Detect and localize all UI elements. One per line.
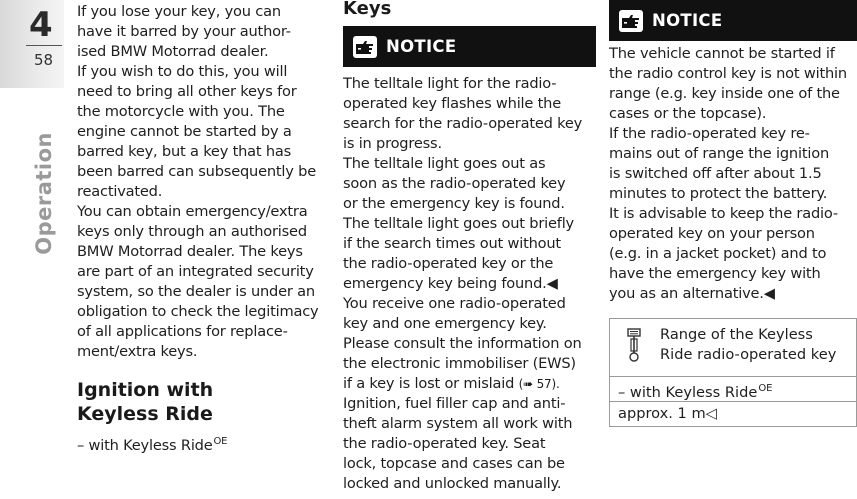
page-reference-link[interactable]: (➠ 57). [518, 377, 560, 391]
notice-keep-key: It is advisable to keep the radio- operated key on your person (e.g. in a jacket pocket) and to have the emergency key with you as an alternative.◀ [609, 205, 838, 302]
chapter-number: 4 [29, 5, 53, 45]
notice-ignition-switched-off: If the radio-operated key re- mains out of range the ignition is switched off after about 1.5 minutes to protect the battery. [609, 125, 829, 202]
notice-banner-2 [609, 0, 857, 41]
chapter-divider [26, 45, 62, 46]
column-1 [77, 0, 329, 456]
notice-hand-icon [353, 36, 377, 58]
paragraph-keys-received [343, 294, 596, 394]
range-table-title: Range of the Keyless Ride radio-operated key [660, 326, 837, 363]
range-variant-text: – with Keyless Ride [618, 384, 758, 401]
variant-oe-marker: OE [213, 436, 228, 447]
column-3 [609, 0, 857, 427]
notice-telltale-brief: The telltale light goes out briefly if the search times out without the radio-operated key or the emergency key being found.◀ [343, 215, 574, 292]
paragraph-emergency-keys: You can obtain emergency/extra keys only through an authorised BMW Motorrad dealer. The keys are part of an integrated security system, so the dealer is under an obligation to check the legitimacy of all applications for replace- ment/extra keys. [77, 203, 319, 360]
paragraph-ignition-locks: Ignition, fuel filler cap and anti- theft alarm system all work with the radio-operated key. Seat lock, topcase and cases can be locked and unlocked manually. [343, 395, 573, 492]
range-variant-oe-marker: OE [758, 383, 773, 394]
notice-label-2: NOTICE [652, 11, 723, 30]
section-side-title [30, 132, 58, 255]
notice-label: NOTICE [386, 37, 457, 56]
range-table-header [610, 319, 856, 376]
page-number: 58 [34, 51, 54, 69]
range-data-table [609, 318, 857, 427]
paragraph-barring: If you lose your key, you can have it barred by your author- ised BMW Motorrad dealer. [77, 3, 291, 60]
range-value-row: approx. 1 m◁ [618, 405, 717, 422]
notice-vehicle-not-start: The vehicle cannot be started if the radio control key is not within range (e.g. key inside one of the cases or the topcase). [609, 45, 847, 122]
chapter-tab [0, 0, 64, 88]
notice-hand-icon [619, 10, 643, 32]
technical-data-icon [624, 327, 644, 363]
notice-telltale-flashes: The telltale light for the radio- operated key flashes while the search for the radio-operated key is in progress. [343, 75, 583, 152]
range-variant-row [610, 377, 856, 401]
paragraph-bring-keys: If you wish to do this, you will need to bring all other keys for the motorcycle with you. The engine cannot be started by a barred key, but a key that has been barred can subsequently be reactivated. [77, 63, 317, 200]
notice-banner [343, 26, 596, 67]
variant-line [77, 432, 329, 456]
column-2 [343, 0, 596, 494]
section-title-text: Operation [32, 132, 56, 255]
heading-keys: Keys [343, 0, 392, 19]
keys-received-text: You receive one radio-operated key and one emergency key. Please consult the information on the electronic immobiliser (EWS) if a key is lost or mislaid [343, 295, 582, 392]
notice-telltale-out: The telltale light goes out as soon as the radio-operated key or the emergency key is found. [343, 155, 566, 212]
variant-text: – with Keyless Ride [77, 437, 213, 454]
heading-ignition-keyless-ride: Ignition with Keyless Ride [77, 379, 214, 425]
